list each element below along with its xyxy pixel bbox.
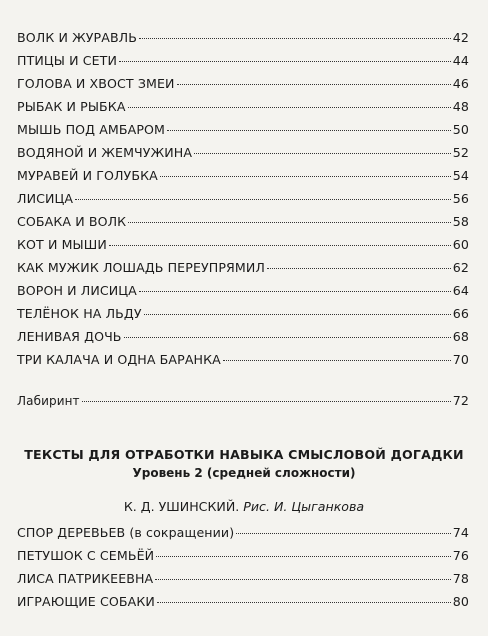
dot-leader (128, 107, 451, 108)
toc-entry[interactable] (17, 53, 469, 76)
toc-entry-page: 66 (452, 306, 469, 321)
toc-entry-page: 78 (452, 571, 469, 586)
toc-entry-title: Лабиринт (17, 394, 80, 408)
toc-entry-page: 72 (452, 393, 469, 408)
author-name: К. Д. УШИНСКИЙ. (123, 499, 240, 514)
toc-entry-title: МУРАВЕЙ И ГОЛУБКА (17, 168, 158, 183)
toc-entry-title: ВОЛК И ЖУРАВЛЬ (17, 30, 137, 45)
dot-leader (267, 268, 451, 269)
dot-leader (82, 401, 451, 402)
toc-entry-page: 80 (452, 594, 469, 609)
dot-leader (119, 61, 451, 62)
toc-entry[interactable] (17, 122, 469, 145)
toc-entry-page: 44 (452, 53, 469, 68)
toc-entry-page: 52 (452, 145, 469, 160)
toc-entry-page: 68 (452, 329, 469, 344)
toc-entry-page: 60 (452, 237, 469, 252)
toc-entry-title: КОТ И МЫШИ (17, 237, 107, 252)
section-subheading: Уровень 2 (средней сложности) (132, 466, 356, 480)
dot-leader (128, 222, 451, 223)
toc-labyrinth (17, 393, 469, 416)
toc-entry-title: ВОДЯНОЙ И ЖЕМЧУЖИНА (17, 145, 193, 160)
dot-leader (139, 38, 451, 39)
toc-entry[interactable] (17, 571, 469, 594)
toc-entry-title: ПТИЦЫ И СЕТИ (17, 53, 117, 68)
toc-entry[interactable] (17, 237, 469, 260)
toc-entry[interactable] (17, 168, 469, 191)
dot-leader (194, 153, 451, 154)
toc-entry[interactable] (17, 145, 469, 168)
toc-entry-title: ИГРАЮЩИЕ СОБАКИ (17, 594, 155, 609)
toc-entry[interactable] (17, 525, 469, 548)
dot-leader (236, 533, 451, 534)
dot-leader (223, 360, 451, 361)
dot-leader (139, 291, 451, 292)
toc-entry-title: ТРИ КАЛАЧА И ОДНА БАРАНКА (17, 352, 221, 367)
toc-entry[interactable] (17, 191, 469, 214)
toc-entry-labyrinth[interactable] (17, 393, 469, 416)
dot-leader (167, 130, 451, 131)
toc-entry-page: 70 (452, 352, 469, 367)
toc-entry[interactable] (17, 76, 469, 99)
toc-entry-page: 58 (452, 214, 469, 229)
toc-entry[interactable] (17, 30, 469, 53)
dot-leader (124, 337, 451, 338)
illustrator-credit: Рис. И. Цыганкова (243, 499, 365, 514)
toc-entry[interactable] (17, 352, 469, 375)
toc-entry-title: СОБАКА И ВОЛК (17, 214, 127, 229)
toc-list-part1 (17, 30, 469, 375)
toc-entry-title: РЫБАК И РЫБКА (17, 99, 126, 114)
toc-entry-page: 46 (452, 76, 469, 91)
toc-entry[interactable] (17, 283, 469, 306)
toc-entry-page: 62 (452, 260, 469, 275)
toc-entry-title: ТЕЛЁНОК НА ЛЬДУ (17, 306, 142, 321)
toc-entry-title: КАК МУЖИК ЛОШАДЬ ПЕРЕУПРЯМИЛ (17, 260, 265, 275)
toc-entry-title: СПОР ДЕРЕВЬЕВ (в сокращении) (17, 525, 235, 540)
toc-entry[interactable] (17, 548, 469, 571)
toc-entry[interactable] (17, 99, 469, 122)
toc-entry[interactable] (17, 260, 469, 283)
author-line (0, 499, 488, 514)
toc-entry-page: 76 (452, 548, 469, 563)
toc-entry-title: ПЕТУШОК С СЕМЬЁЙ (17, 548, 155, 563)
toc-entry-title: ЛИСИЦА (17, 191, 74, 206)
toc-entry-title: ВОРОН И ЛИСИЦА (17, 283, 137, 298)
toc-list-part2 (17, 525, 469, 617)
toc-entry[interactable] (17, 306, 469, 329)
toc-entry-page: 56 (452, 191, 469, 206)
toc-entry-page: 50 (452, 122, 469, 137)
toc-entry-title: ГОЛОВА И ХВОСТ ЗМЕИ (17, 76, 175, 91)
dot-leader (177, 84, 451, 85)
toc-entry-page: 74 (452, 525, 469, 540)
toc-entry-title: ЛИСА ПАТРИКЕЕВНА (17, 571, 154, 586)
dot-leader (160, 176, 451, 177)
dot-leader (144, 314, 451, 315)
toc-entry-title: МЫШЬ ПОД АМБАРОМ (17, 122, 166, 137)
toc-entry[interactable] (17, 214, 469, 237)
toc-entry[interactable] (17, 329, 469, 352)
toc-entry[interactable] (17, 594, 469, 617)
dot-leader (157, 602, 451, 603)
dot-leader (156, 556, 451, 557)
toc-entry-page: 48 (452, 99, 469, 114)
dot-leader (155, 579, 450, 580)
toc-entry-page: 64 (452, 283, 469, 298)
toc-entry-page: 42 (452, 30, 469, 45)
toc-entry-page: 54 (452, 168, 469, 183)
dot-leader (109, 245, 451, 246)
dot-leader (75, 199, 451, 200)
toc-entry-title: ЛЕНИВАЯ ДОЧЬ (17, 329, 122, 344)
section-heading: ТЕКСТЫ ДЛЯ ОТРАБОТКИ НАВЫКА СМЫСЛОВОЙ ДОГАДКИ (24, 447, 464, 462)
